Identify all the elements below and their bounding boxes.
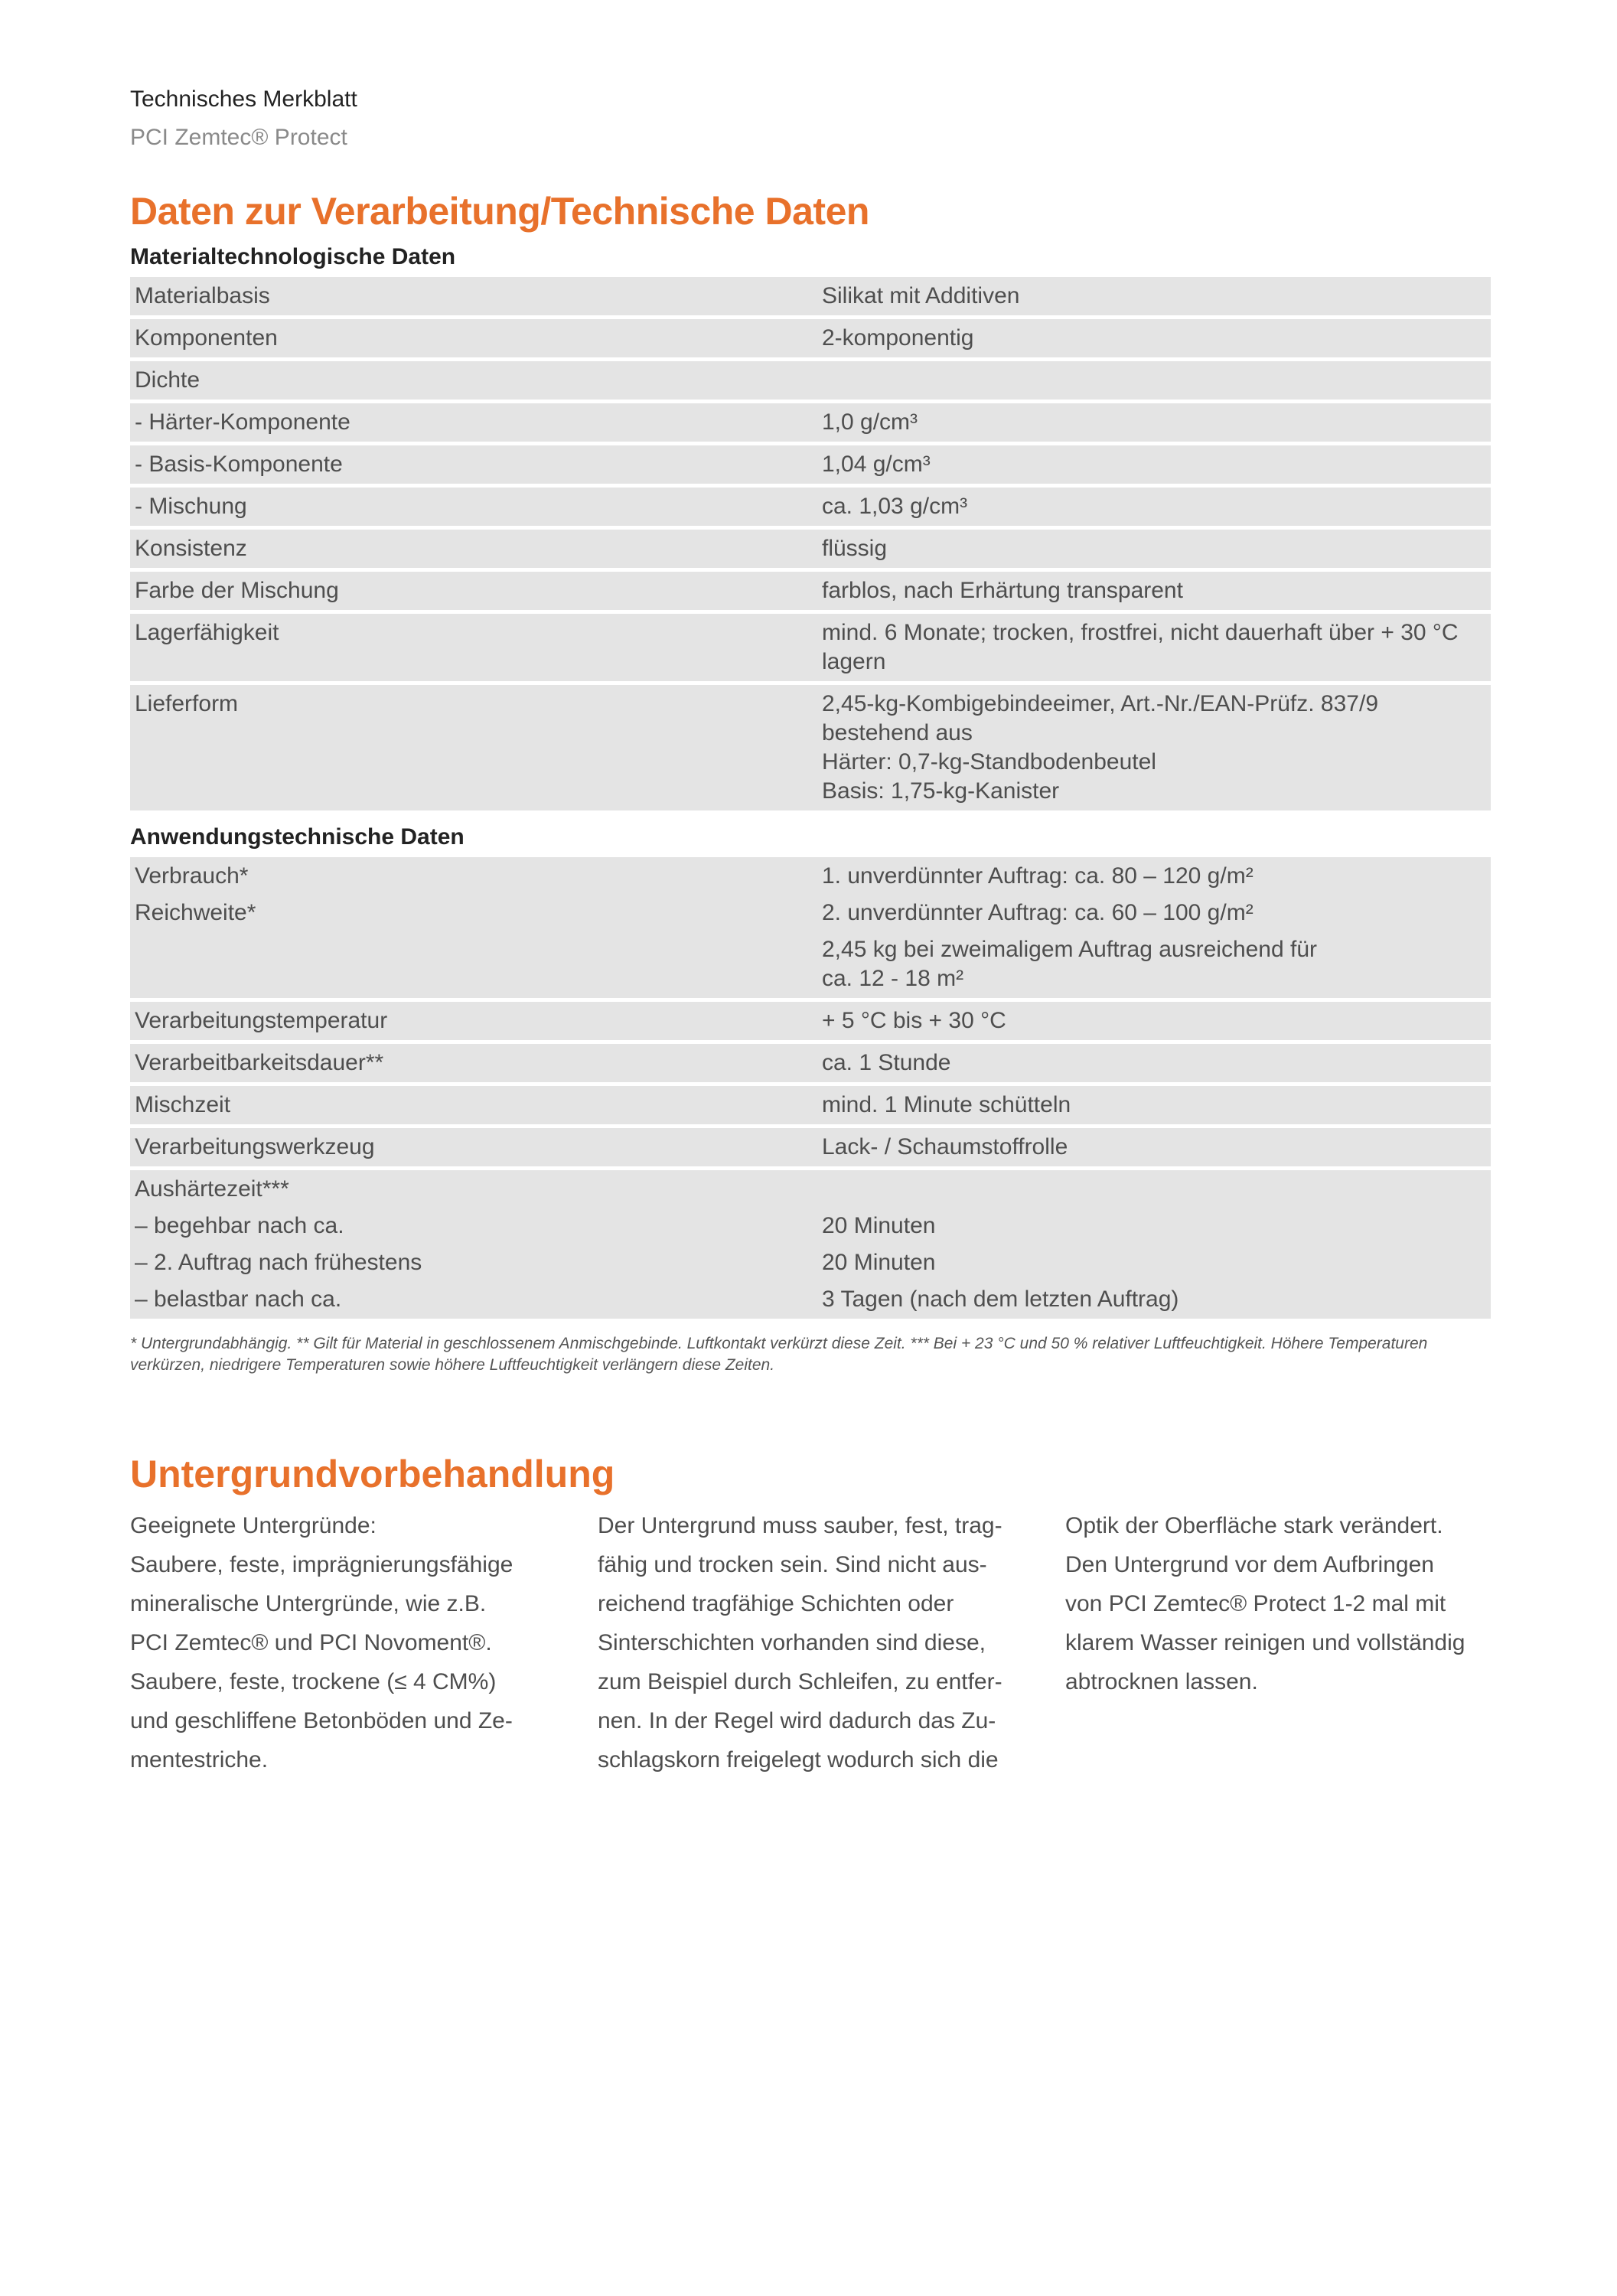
row-value: + 5 °C bis + 30 °C: [822, 1008, 1006, 1033]
row-value: [822, 366, 1486, 395]
row-label: Dichte: [135, 367, 200, 393]
row-label: - Basis-Komponente: [135, 452, 343, 477]
row-label: – 2. Auftrag nach frühestens: [135, 1250, 422, 1275]
row-value: bestehend aus: [822, 720, 973, 745]
row-label: Lieferform: [135, 691, 239, 716]
document-type: Technisches Merkblatt: [130, 86, 357, 112]
table-row: [130, 403, 1491, 442]
row-label: Verarbeitungswerkzeug: [135, 1134, 375, 1159]
row-label: Verbrauch*: [135, 863, 249, 889]
table-row: [130, 530, 1491, 568]
product-name: PCI Zemtec® Protect: [130, 125, 347, 150]
row-value: mind. 6 Monate; trocken, frostfrei, nicht dauerhaft über + 30 °C: [822, 620, 1459, 645]
row-label: Lagerfähigkeit: [135, 620, 279, 645]
row-label: Komponenten: [135, 325, 278, 351]
substrate-text-columns: [130, 1506, 1491, 1779]
paragraph-line: Saubere, feste, trockene (≤ 4 CM%): [130, 1669, 497, 1694]
paragraph-line: Saubere, feste, imprägnierungsfähige: [130, 1552, 513, 1577]
datasheet-page: [130, 84, 1491, 1779]
paragraph-line: schlagskorn freigelegt wodurch sich die: [598, 1747, 999, 1773]
paragraph-line: mentestriche.: [130, 1747, 269, 1773]
row-value: 3 Tagen (nach dem letzten Auftrag): [822, 1287, 1179, 1312]
row-value: Lack- / Schaumstoffrolle: [822, 1134, 1068, 1159]
row-value: Basis: 1,75-kg-Kanister: [822, 778, 1060, 804]
paragraph-line: klarem Wasser reinigen und vollständig: [1065, 1630, 1465, 1655]
row-value: 2,45-kg-Kombigebindeeimer, Art.-Nr./EAN-Prüfz. 837/9: [822, 691, 1379, 716]
paragraph-line: Der Untergrund muss sauber, fest, trag-: [598, 1513, 1002, 1538]
row-label: Reichweite*: [135, 900, 256, 925]
paragraph-line: von PCI Zemtec® Protect 1-2 mal mit: [1065, 1591, 1446, 1616]
table-row: [130, 1086, 1491, 1124]
table-row: [130, 1170, 1491, 1319]
material-data-table: [130, 273, 1491, 814]
paragraph-line: PCI Zemtec® und PCI Novoment®.: [130, 1630, 492, 1655]
row-value: 1,0 g/cm³: [822, 409, 918, 435]
row-label: Mischzeit: [135, 1092, 231, 1117]
text-column-2: [598, 1506, 1022, 1779]
table-row: [130, 685, 1491, 810]
paragraph-line: nen. In der Regel wird dadurch das Zu-: [598, 1708, 996, 1733]
row-label: Verarbeitungstemperatur: [135, 1008, 388, 1033]
row-value: 1. unverdünnter Auftrag: ca. 80 – 120 g/m²: [822, 863, 1254, 889]
section-title-substrate: Untergrundvorbehandlung: [130, 1453, 615, 1495]
paragraph-line: mineralische Untergründe, wie z.B.: [130, 1591, 487, 1616]
footnote: * Untergrundabhängig. ** Gilt für Material in geschlossenem Anmischgebinde. Luftkontakt verkürzt diese Zeit. *** Bei + 23 °C und 50 % relativer Luftfeuchtigkeit. Höhere Temperaturen verkürzen, niedrigere Temperaturen sowie höhere Luftfeuchtigkeit verlängern diese Zeiten.: [130, 1335, 1428, 1374]
row-value: 2,45 kg bei zweimaligem Auftrag ausreichend für: [822, 937, 1318, 962]
table-row: [130, 445, 1491, 484]
table-row: [130, 614, 1491, 681]
row-value: Silikat mit Additiven: [822, 283, 1020, 308]
row-value: lagern: [822, 649, 886, 674]
text-column-3: [1065, 1506, 1490, 1779]
row-label: – belastbar nach ca.: [135, 1287, 342, 1312]
application-data-table: [130, 853, 1491, 1322]
paragraph-line: fähig und trocken sein. Sind nicht aus-: [598, 1552, 987, 1577]
paragraph-line: und geschliffene Betonböden und Ze-: [130, 1708, 513, 1733]
row-value: farblos, nach Erhärtung transparent: [822, 578, 1183, 603]
table-row: [130, 319, 1491, 357]
paragraph-line: Sinterschichten vorhanden sind diese,: [598, 1630, 986, 1655]
paragraph-line: zum Beispiel durch Schleifen, zu entfer-: [598, 1669, 1002, 1694]
row-value: 2. unverdünnter Auftrag: ca. 60 – 100 g/m²: [822, 900, 1254, 925]
row-label: Aushärtezeit***: [135, 1176, 289, 1202]
paragraph-line: Geeignete Untergründe:: [130, 1513, 377, 1538]
row-value: 20 Minuten: [822, 1250, 936, 1275]
table-row: [130, 1044, 1491, 1082]
row-value: ca. 1,03 g/cm³: [822, 494, 968, 519]
paragraph-line: abtrocknen lassen.: [1065, 1669, 1258, 1694]
paragraph-line: reichend tragfähige Schichten oder: [598, 1591, 954, 1616]
text-column-1: [130, 1506, 555, 1779]
row-value: ca. 1 Stunde: [822, 1050, 951, 1075]
paragraph-line: Den Untergrund vor dem Aufbringen: [1065, 1552, 1434, 1577]
table-row: [130, 1128, 1491, 1166]
table-row: [130, 361, 1491, 400]
row-value: 1,04 g/cm³: [822, 452, 931, 477]
table-row: [130, 488, 1491, 526]
row-value: flüssig: [822, 536, 888, 561]
paragraph-line: Optik der Oberfläche stark verändert.: [1065, 1513, 1443, 1538]
row-value: 2-komponentig: [822, 325, 974, 351]
table-row: [130, 277, 1491, 315]
row-value: ca. 12 - 18 m²: [822, 966, 964, 991]
table-row: [130, 1002, 1491, 1040]
row-label: Materialbasis: [135, 283, 270, 308]
row-label: – begehbar nach ca.: [135, 1213, 344, 1238]
application-data-heading: Anwendungstechnische Daten: [130, 824, 465, 850]
row-label: - Mischung: [135, 494, 247, 519]
row-label: Farbe der Mischung: [135, 578, 339, 603]
row-label: - Härter-Komponente: [135, 409, 350, 435]
row-value: mind. 1 Minute schütteln: [822, 1092, 1071, 1117]
row-label: Konsistenz: [135, 536, 247, 561]
material-data-heading: Materialtechnologische Daten: [130, 244, 456, 269]
table-row: [130, 857, 1491, 998]
row-label: Verarbeitbarkeitsdauer**: [135, 1050, 384, 1075]
section-title-technical-data: Daten zur Verarbeitung/Technische Daten: [130, 190, 869, 233]
row-value: Härter: 0,7-kg-Standbodenbeutel: [822, 749, 1156, 775]
table-row: [130, 572, 1491, 610]
row-value: 20 Minuten: [822, 1213, 936, 1238]
